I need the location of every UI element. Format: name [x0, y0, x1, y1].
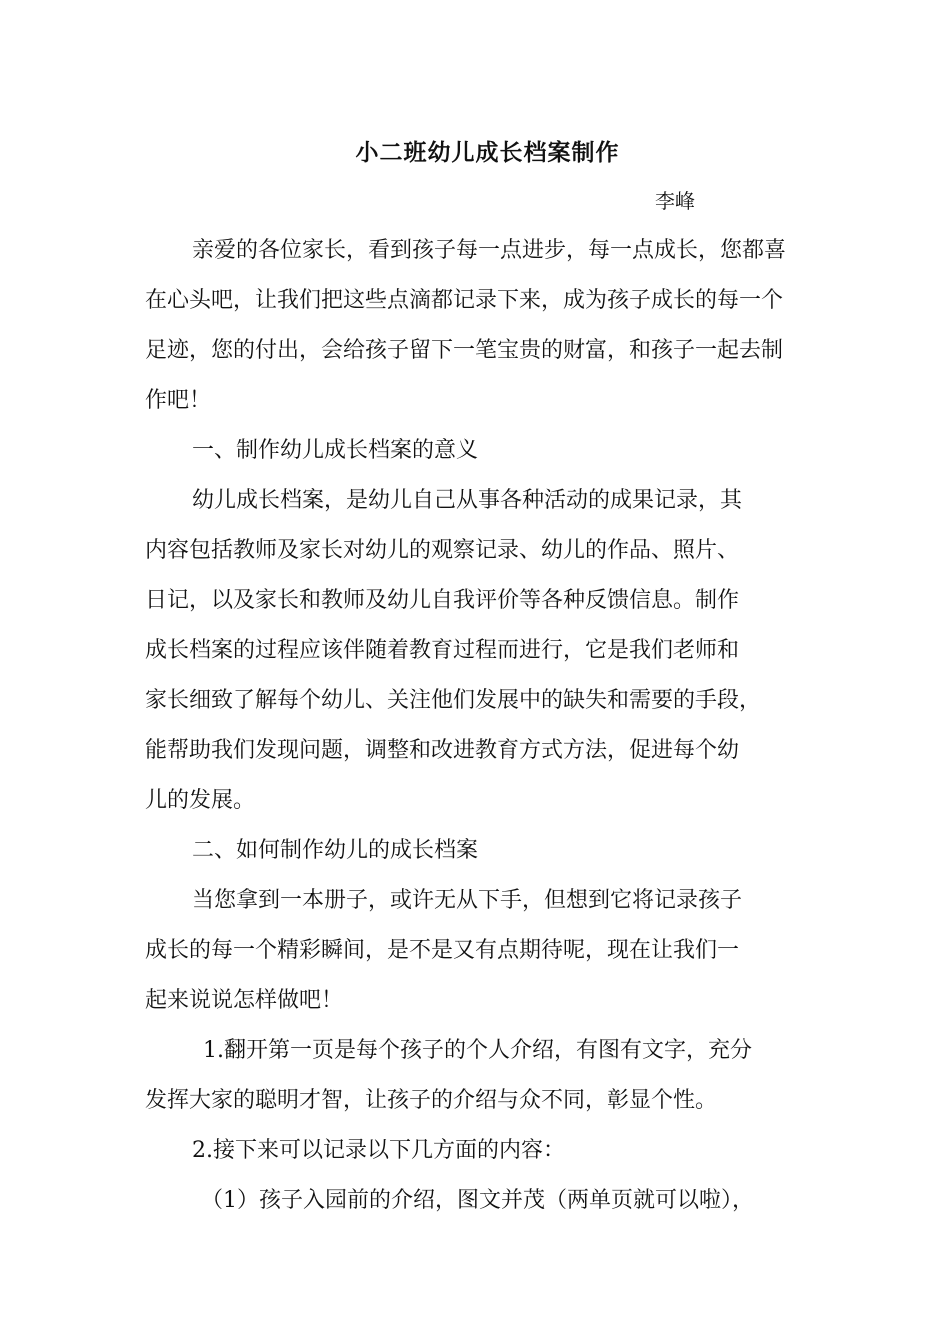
- paragraph-line: 幼儿成长档案，是幼儿自己从事各种活动的成果记录，其: [192, 488, 743, 513]
- section-heading-1: 一、制作幼儿成长档案的意义: [192, 438, 479, 463]
- document-author: 李峰: [655, 189, 695, 213]
- document-title: 小二班幼儿成长档案制作: [355, 140, 620, 166]
- section-heading-2: 二、如何制作幼儿的成长档案: [192, 838, 479, 863]
- paragraph-line: 起来说说怎样做吧！: [145, 988, 344, 1013]
- paragraph-line: 成长的每一个精彩瞬间，是不是又有点期待呢，现在让我们一: [145, 938, 740, 963]
- paragraph-line: 家长细致了解每个幼儿、关注他们发展中的缺失和需要的手段，: [145, 688, 762, 713]
- paragraph-line: 儿的发展。: [145, 788, 256, 813]
- list-item-1: 1.翻开第一页是每个孩子的个人介绍，有图有文字，充分: [203, 1038, 752, 1063]
- paragraph-line: 在心头吧，让我们把这些点滴都记录下来，成为孩子成长的每一个: [145, 288, 784, 313]
- paragraph-line: 能帮助我们发现问题，调整和改进教育方式方法，促进每个幼: [145, 738, 740, 763]
- paragraph-line: 亲爱的各位家长，看到孩子每一点进步，每一点成长，您都喜: [192, 238, 787, 263]
- sub-item-1: （1）孩子入园前的介绍，图文并茂（两单页就可以啦），: [201, 1188, 754, 1213]
- paragraph-line: 足迹，您的付出，会给孩子留下一笔宝贵的财富，和孩子一起去制: [145, 338, 784, 363]
- paragraph-line: 当您拿到一本册子，或许无从下手，但想到它将记录孩子: [192, 888, 743, 913]
- paragraph-line: 发挥大家的聪明才智，让孩子的介绍与众不同，彰显个性。: [145, 1088, 718, 1113]
- paragraph-line: 作吧！: [145, 388, 212, 413]
- paragraph-line: 内容包括教师及家长对幼儿的观察记录、幼儿的作品、照片、: [145, 538, 740, 563]
- paragraph-line: 日记，以及家长和教师及幼儿自我评价等各种反馈信息。制作: [145, 588, 740, 613]
- paragraph-line: 成长档案的过程应该伴随着教育过程而进行，它是我们老师和: [145, 638, 740, 663]
- list-item-2: 2.接下来可以记录以下几方面的内容：: [192, 1138, 565, 1163]
- document-body: [145, 226, 825, 1226]
